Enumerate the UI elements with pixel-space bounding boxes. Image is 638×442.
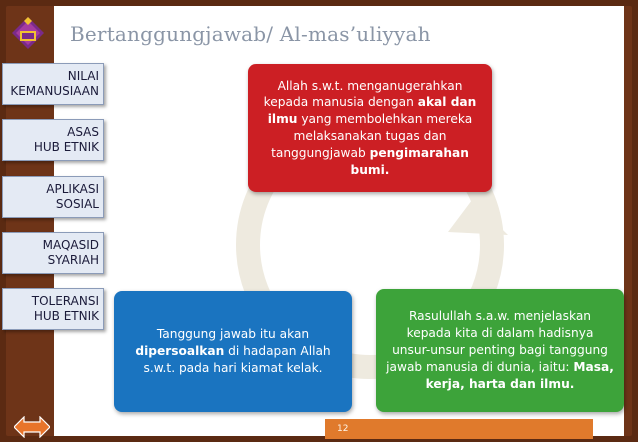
left-right-arrow-icon[interactable] <box>14 416 50 438</box>
box-bold-text: Masa, kerja, harta dan ilmu. <box>425 359 614 391</box>
box-text: Allah s.w.t. menganugerahkan kepada manusia dengan <box>263 78 463 110</box>
box-akal-dan-ilmu <box>248 64 492 192</box>
nav-aplikasi-sosial[interactable] <box>2 176 104 218</box>
box-dipersoalkan <box>114 291 352 412</box>
nav-label-line1: NILAI <box>67 69 99 83</box>
nav-toleransi-hub-etnik[interactable] <box>2 288 104 330</box>
nav-label-line2: HUB ETNIK <box>33 140 99 154</box>
nav-label-line1: MAQASID <box>42 238 99 252</box>
box-bold-text: pengimarahan bumi. <box>350 145 469 177</box>
box-text: Tanggung jawab itu akan <box>156 327 310 342</box>
nav-label-line2: KEMANUSIAAN <box>10 84 99 98</box>
nav-asas-hub-etnik[interactable] <box>2 119 104 161</box>
slide-title: Bertanggungjawab/ Al-mas’uliyyah <box>70 22 431 46</box>
nav-maqasid-syariah[interactable] <box>2 232 104 274</box>
box-text: Rasulullah s.a.w. menjelaskan kepada kita di dalam hadisnya unsur-unsur penting bagi tanggung jawab manusia di dunia, iaitu: <box>386 309 608 374</box>
box-text: di hadapan Allah s.w.t. pada hari kiamat kelak. <box>143 344 331 375</box>
nav-label-line1: APLIKASI <box>46 182 99 196</box>
box-unsur-penting <box>376 289 624 412</box>
box-text: yang membolehkan mereka melaksanakan tugas dan tanggungjawab <box>271 112 473 160</box>
university-logo-icon <box>8 13 48 53</box>
box-bold-text: akal dan ilmu <box>267 95 477 127</box>
nav-nilai-kemanusiaan[interactable] <box>2 63 104 105</box>
nav-label-line2: HUB ETNIK <box>33 309 99 323</box>
box-bold-text: dipersoalkan <box>135 344 225 359</box>
nav-label-line2: SOSIAL <box>55 197 99 211</box>
nav-label-line1: ASAS <box>67 125 99 139</box>
page-number: 12 <box>325 419 593 439</box>
nav-label-line1: TOLERANSI <box>31 294 99 308</box>
nav-label-line2: SYARIAH <box>47 253 99 267</box>
